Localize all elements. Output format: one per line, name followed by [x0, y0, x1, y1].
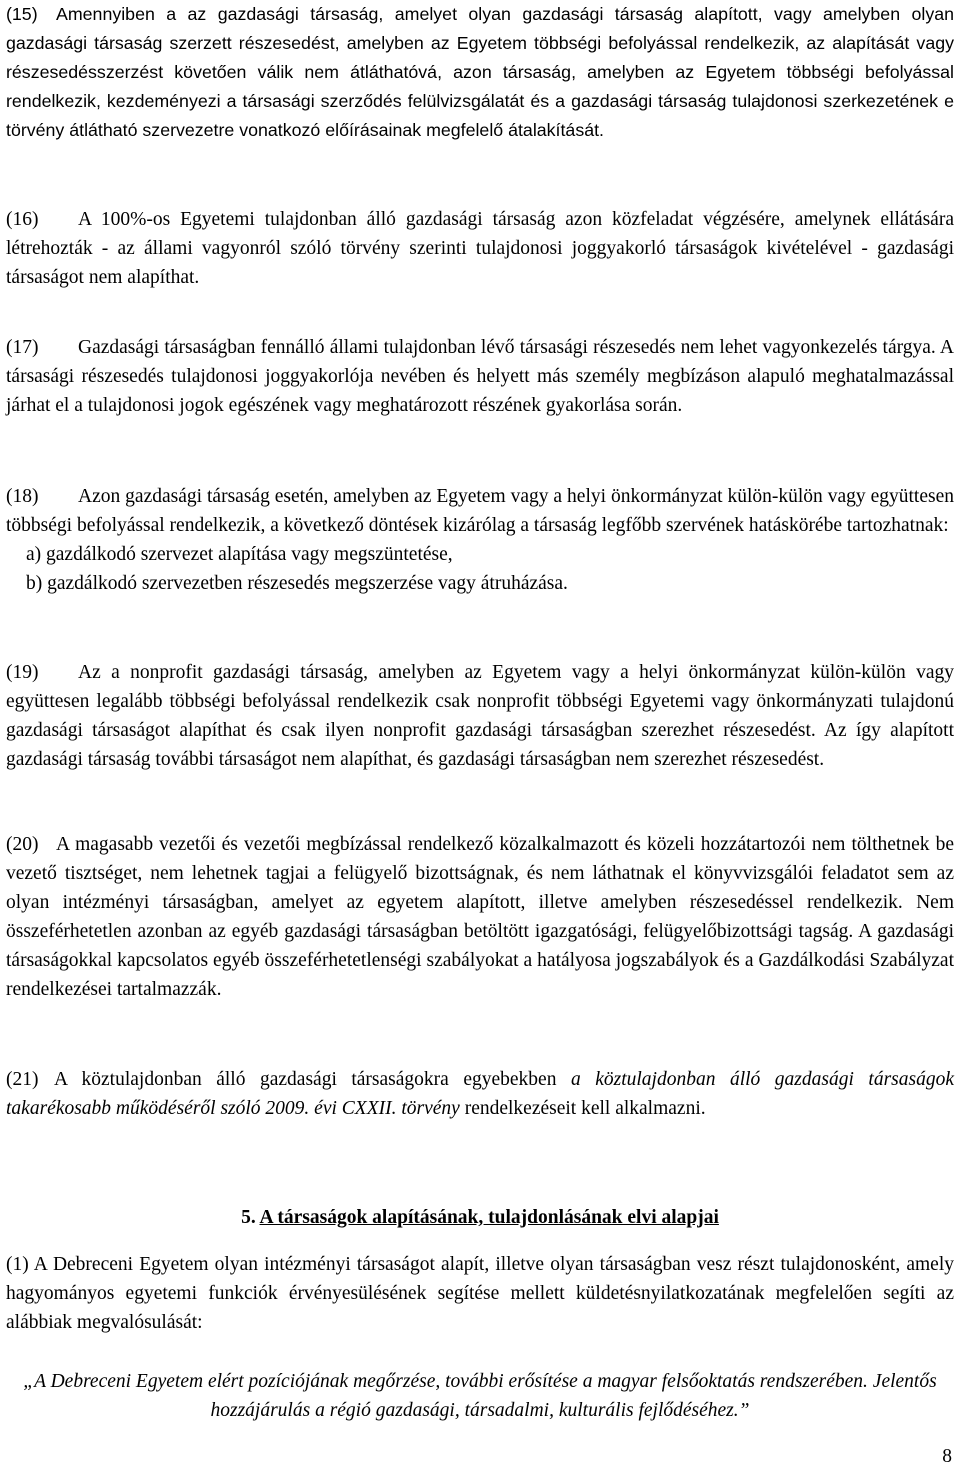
paragraph-text: Az a nonprofit gazdasági társaság, amelyben az Egyetem vagy a helyi önkormányzat külön-külön vagy együttesen legalább többségi befolyással rendelkezik csak nonprofit többségi Egyetemi vagy önkormányzati tulajdonú gazdasági társaságot alapíthat és csak ilyen nonprofit gazdasági társaságban szerezhet részesedést. Az így alapított gazdasági társaság további társaságot nem alapíthat, és gazdasági társaságban nem szerezhet részesedést. [6, 662, 954, 770]
paragraph-number: (18) [6, 486, 39, 507]
paragraph-17 [6, 333, 954, 420]
paragraph-text: Amennyiben a az gazdasági társaság, amelyet olyan gazdasági társaság alapított, vagy amelyben olyan gazdasági társaság szerzett részesedést, amelyben az Egyetem többségi befolyással rendelkezik, az alapítását vagy részesedésszerzést követően válik nem átláthatóvá, azon társaság, amelyben az Egyetem többségi befolyással rendelkezik, kezdeményezi a társasági szerződés felülvizsgálatát és a gazdasági társaság tulajdonosi szerkezetének e törvény átlátható szervezetre vonatkozó előírásainak megfelelő átalakítását. [6, 4, 954, 140]
paragraph-16 [6, 205, 954, 292]
paragraph-number: (17) [6, 337, 39, 358]
paragraph-19 [6, 658, 954, 774]
section-heading [0, 1207, 960, 1229]
paragraph-number: (19) [6, 662, 39, 683]
paragraph-number: (16) [6, 209, 39, 230]
section-title: A társaságok alapításának, tulajdonlásának elvi alapjai [259, 1207, 719, 1228]
list-item: a) gazdálkodó szervezet alapítása vagy megszüntetése, [26, 544, 453, 565]
page-number: 8 [942, 1446, 952, 1467]
paragraph-text-end: rendelkezéseit kell alkalmazni. [459, 1098, 706, 1119]
mission-quote: „A Debreceni Egyetem elért pozíciójának megőrzése, további erősítése a magyar felsőoktatás rendszerében. Jelentős hozzájárulás a régió gazdasági, társadalmi, kulturális fejlődéséhez.” [23, 1371, 937, 1421]
paragraph-21 [6, 1065, 954, 1123]
paragraph-15 [6, 0, 954, 145]
section-paragraph-1: (1) A Debreceni Egyetem olyan intézményi társaságot alapít, illetve olyan társaságban vesz részt tulajdonosként, amely hagyományos egyetemi funkciók érvényesülésének segítése mellett küldetésnyilatkozatának megfelelően segíti az alábbiak megvalósulását: [6, 1254, 954, 1333]
paragraph-text: A 100%-os Egyetemi tulajdonban álló gazdasági társaság azon közfeladat végzésére, amelynek ellátására létrehozták - az állami vagyonról szóló törvény szerinti tulajdonosi joggyakorló társaságok kivételével - gazdasági társaságot nem alapíthat. [6, 209, 954, 288]
paragraph-18 [6, 482, 954, 598]
paragraph-text: Gazdasági társaságban fennálló állami tulajdonban lévő társasági részesedés nem lehet vagyonkezelés tárgya. A társasági részesedés tulajdonosi joggyakorlója nevében és helyett más személy megbízáson alapuló meghatalmazással járhat el a tulajdonosi jogok egészének vagy meghatározott részének gyakorlása során. [6, 337, 954, 416]
paragraph-text: Azon gazdasági társaság esetén, amelyben az Egyetem vagy a helyi önkormányzat külön-külön vagy együttesen többségi befolyással rendelkezik, a következő döntések kizárólag a társaság legfőbb szervének hatáskörébe tartozhatnak: [6, 486, 954, 536]
paragraph-20 [6, 830, 954, 1004]
section-number: 5. [241, 1207, 256, 1228]
paragraph-number: (15) [6, 4, 38, 24]
paragraph-text: A köztulajdonban álló gazdasági társaságokra egyebekben [54, 1069, 571, 1090]
paragraph-number: (21) [6, 1069, 39, 1090]
law-reference: a köztulajdonban álló gazdasági társaságok takarékosabb működéséről szóló 2009. évi CXXII. törvény [6, 1069, 954, 1119]
paragraph-number: (20) [6, 834, 39, 855]
paragraph-text: A magasabb vezetői és vezetői megbízással rendelkező közalkalmazott és közeli hozzátartozói nem tölthetnek be vezető tisztséget, nem lehetnek tagjai a felügyelő bizottságnak, és nem láthatnak el könyvvizsgálói feladatot sem az olyan intézményi társaságban, amelyet az egyetem alapított, illetve amelyben részesedéssel rendelkezik. Nem összeférhetetlen azonban az egyéb gazdasági társaságban betöltött igazgatósági, felügyelőbizottsági tagság. A gazdasági társaságokkal kapcsolatos egyéb összeférhetetlenségi szabályokat a hatályosa jogszabályok és a Gazdálkodási Szabályzat rendelkezései tartalmazzák. [6, 834, 954, 1000]
list-item: b) gazdálkodó szervezetben részesedés megszerzése vagy átruházása. [26, 573, 568, 594]
